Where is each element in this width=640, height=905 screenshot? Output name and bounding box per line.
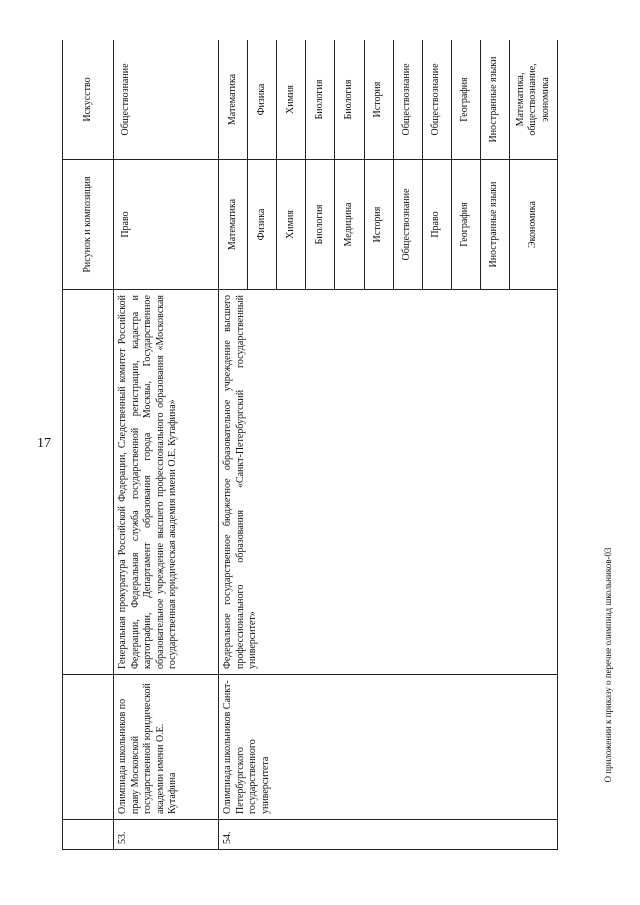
organizers: Генеральная прокуратура Российской Федерации, Следственный комитет Российской Федерации, Федеральная служба государственной регистрации, кадастра и картографии, Департамент образования города Москвы, Государственное образовательное учреждение высшего профессионального образования «Московская государственная юридическая академия имени О.Е. Кутафина»: [114, 290, 219, 675]
header-cell-profile: Рисунок и композиция: [63, 160, 114, 290]
profile-cell: Физика: [248, 160, 277, 290]
subject-cell: Обществознание: [393, 40, 422, 160]
subject-cell: Биология: [306, 40, 335, 160]
profile-cell: Право: [422, 160, 451, 290]
footer-text: О приложении к приказу о перечне олимпиад школьников-03: [603, 547, 613, 783]
subject-cell: География: [451, 40, 480, 160]
row-number: 54.: [219, 820, 558, 850]
subject-cell: Математика, обществознание, экономика: [509, 40, 557, 160]
subject-cell: Химия: [277, 40, 306, 160]
row-number: 53.: [114, 820, 219, 850]
table-row-54: [219, 40, 248, 850]
profile-cell: Математика: [219, 160, 248, 290]
profile-cell: Иностранные языки: [480, 160, 509, 290]
profile-cell: Химия: [277, 160, 306, 290]
profile-cell: География: [451, 160, 480, 290]
olympiad-table: [62, 40, 558, 850]
profile-cell: Обществознание: [393, 160, 422, 290]
header-cell-organizers: [63, 290, 114, 675]
subject-cell: Биология: [335, 40, 364, 160]
profile-cell: Биология: [306, 160, 335, 290]
subject-cell: Математика: [219, 40, 248, 160]
page-number: 17: [37, 436, 51, 451]
profile-cell: Право: [114, 160, 219, 290]
organizers: Федеральное государственное бюджетное образовательное учреждение высшего профессионального образования «Санкт-Петербургский государственный университет»: [219, 290, 558, 675]
profile-cell: История: [364, 160, 393, 290]
subject-cell: Иностранные языки: [480, 40, 509, 160]
footer-note: [598, 455, 618, 875]
rotated-table-frame: [62, 40, 558, 850]
subject-cell: История: [364, 40, 393, 160]
olympiad-name: Олимпиада школьников Санкт-Петербургского государственного университета: [219, 675, 558, 820]
table-row-53: [114, 40, 219, 850]
header-cell-number: [63, 820, 114, 850]
header-cell-name: [63, 675, 114, 820]
subject-cell: Физика: [248, 40, 277, 160]
rotated-table: [62, 40, 558, 850]
olympiad-name: Олимпиада школьников по праву Московской государственной юридической академии имени О.Е. Кутафина: [114, 675, 219, 820]
header-row: [63, 40, 114, 850]
header-cell-subject: Искусство: [63, 40, 114, 160]
profile-cell: Экономика: [509, 160, 557, 290]
subject-cell: Обществознание: [114, 40, 219, 160]
subject-cell: Обществознание: [422, 40, 451, 160]
profile-cell: Медицина: [335, 160, 364, 290]
